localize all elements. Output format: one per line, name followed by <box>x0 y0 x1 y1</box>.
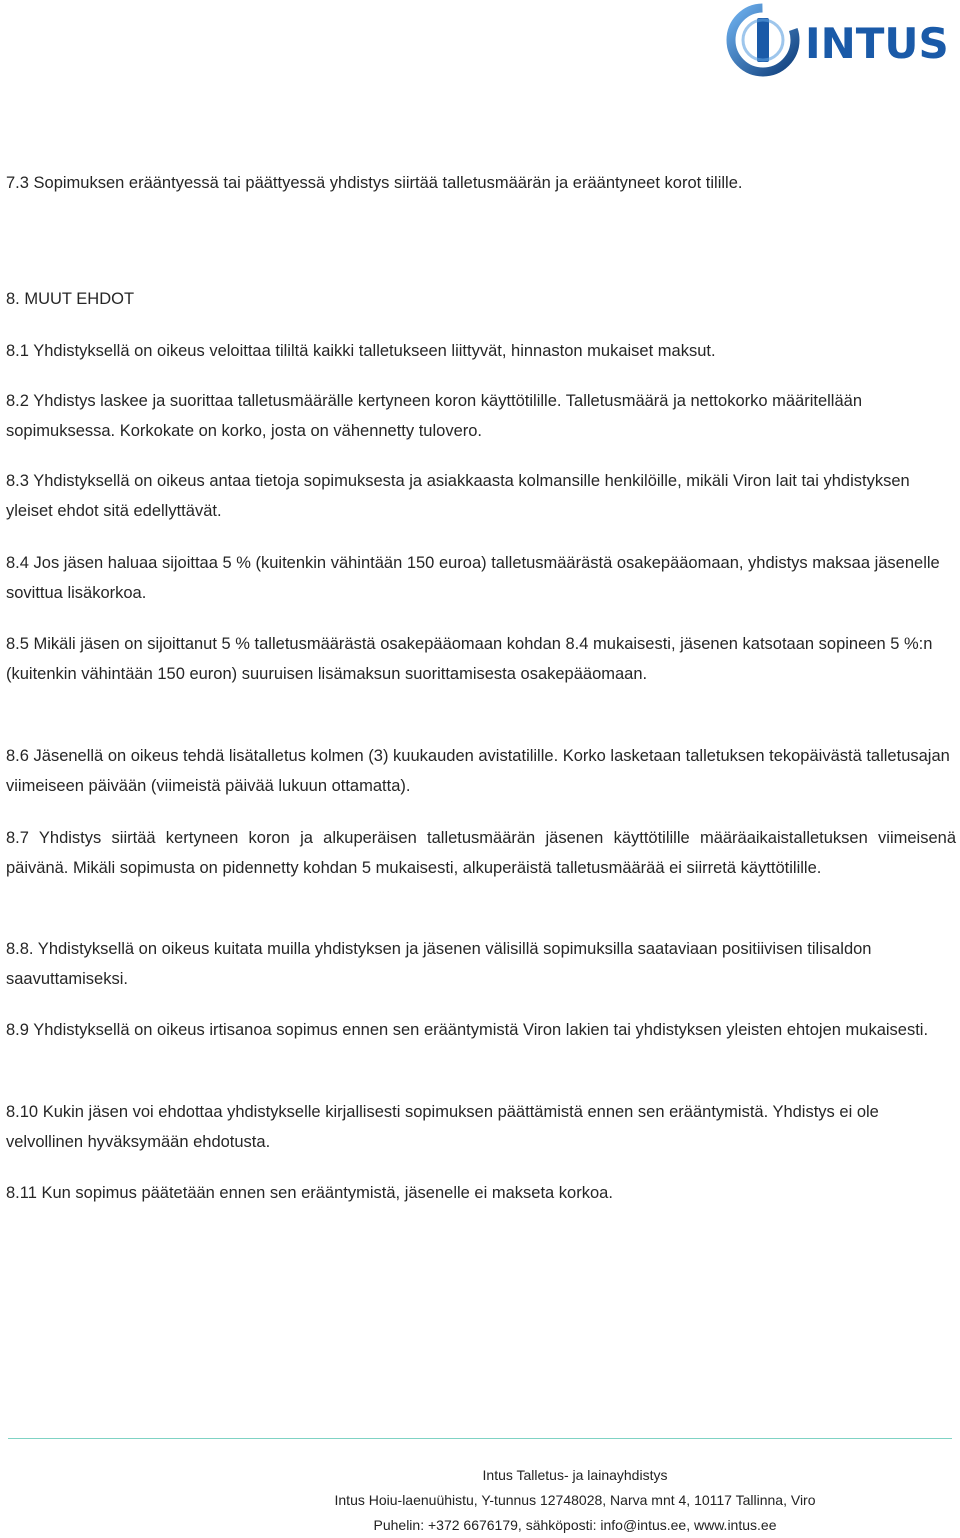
paragraph-8-8: 8.8. Yhdistyksellä on oikeus kuitata muilla yhdistyksen ja jäsenen välisillä sopimuksilla saataviaan positiivisen tilisaldon saavuttamiseksi. <box>6 940 872 988</box>
paragraph-7-3: 7.3 Sopimuksen erääntyessä tai päättyessä yhdistys siirtää talletusmäärän ja erääntyneet korot tilille. <box>6 174 743 192</box>
paragraph-8-6: 8.6 Jäsenellä on oikeus tehdä lisätalletus kolmen (3) kuukauden avistatilille. Korko lasketaan talletuksen tekopäivästä talletusajan viimeiseen päivään (viimeistä päivää lukuun ottamatta). <box>6 747 950 795</box>
paragraph-8-1: 8.1 Yhdistyksellä on oikeus veloittaa tililtä kaikki talletukseen liittyvät, hinnaston mukaiset maksut. <box>6 342 716 360</box>
paragraph-8-2: 8.2 Yhdistys laskee ja suorittaa talletusmäärälle kertyneen koron käyttötilille. Talletusmäärä ja nettokorko määritellään sopimuksessa. Korkokate on korko, josta on vähennetty tulovero. <box>6 392 863 440</box>
paragraph-8-11: 8.11 Kun sopimus päätetään ennen sen erääntymistä, jäsenelle ei makseta korkoa. <box>6 1184 613 1202</box>
paragraph-8-3: 8.3 Yhdistyksellä on oikeus antaa tietoja sopimuksesta ja asiakkaasta kolmansille henkilöille, mikäli Viron lait tai yhdistyksen yleiset ehdot sitä edellyttävät. <box>6 472 910 520</box>
paragraph-8-5: 8.5 Mikäli jäsen on sijoittanut 5 % talletusmäärästä osakepääomaan kohdan 8.4 mukaisesti, jäsenen katsotaan sopineen 5 %:n (kuitenkin vähintään 150 euron) suuruisen lisämaksun suorittamisesta osakepääomaan. <box>6 635 933 683</box>
page-footer <box>0 1463 960 1538</box>
paragraph-8-10: 8.10 Kukin jäsen voi ehdottaa yhdistykselle kirjallisesti sopimuksen päättämistä ennen sen erääntymistä. Yhdistys ei ole velvollinen hyväksymään ehdotusta. <box>6 1103 879 1151</box>
paragraph-8-9: 8.9 Yhdistyksellä on oikeus irtisanoa sopimus ennen sen erääntymistä Viron lakien tai yhdistyksen yleisten ehtojen mukaisesti. <box>6 1021 929 1039</box>
footer-divider <box>8 1438 952 1439</box>
footer-address: Intus Hoiu-laenuühistu, Y-tunnus 12748028, Narva mnt 4, 10117 Tallinna, Viro <box>334 1492 816 1508</box>
footer-contact: Puhelin: +372 6676179, sähköposti: info@intus.ee, www.intus.ee <box>373 1517 777 1533</box>
footer-company-name: Intus Talletus- ja lainayhdistys <box>482 1467 668 1483</box>
logo-wordmark: INTUS <box>805 19 949 68</box>
paragraph-8-4: 8.4 Jos jäsen haluaa sijoittaa 5 % (kuitenkin vähintään 150 euroa) talletusmäärästä osakepääomaan, yhdistys maksaa jäsenelle sovittua lisäkorkoa. <box>6 554 940 602</box>
intus-logo <box>720 0 960 80</box>
section-heading-8: 8. MUUT EHDOT <box>6 290 135 308</box>
paragraph-8-7: 8.7 Yhdistys siirtää kertyneen koron ja alkuperäisen talletusmäärän jäsenen käyttötilille määräaikaistalletuksen viimeisenä päivänä. Mikäli sopimusta on pidennetty kohdan 5 mukaisesti, alkuperäistä talletusmäärää ei siirretä käyttötilille. <box>6 829 956 877</box>
